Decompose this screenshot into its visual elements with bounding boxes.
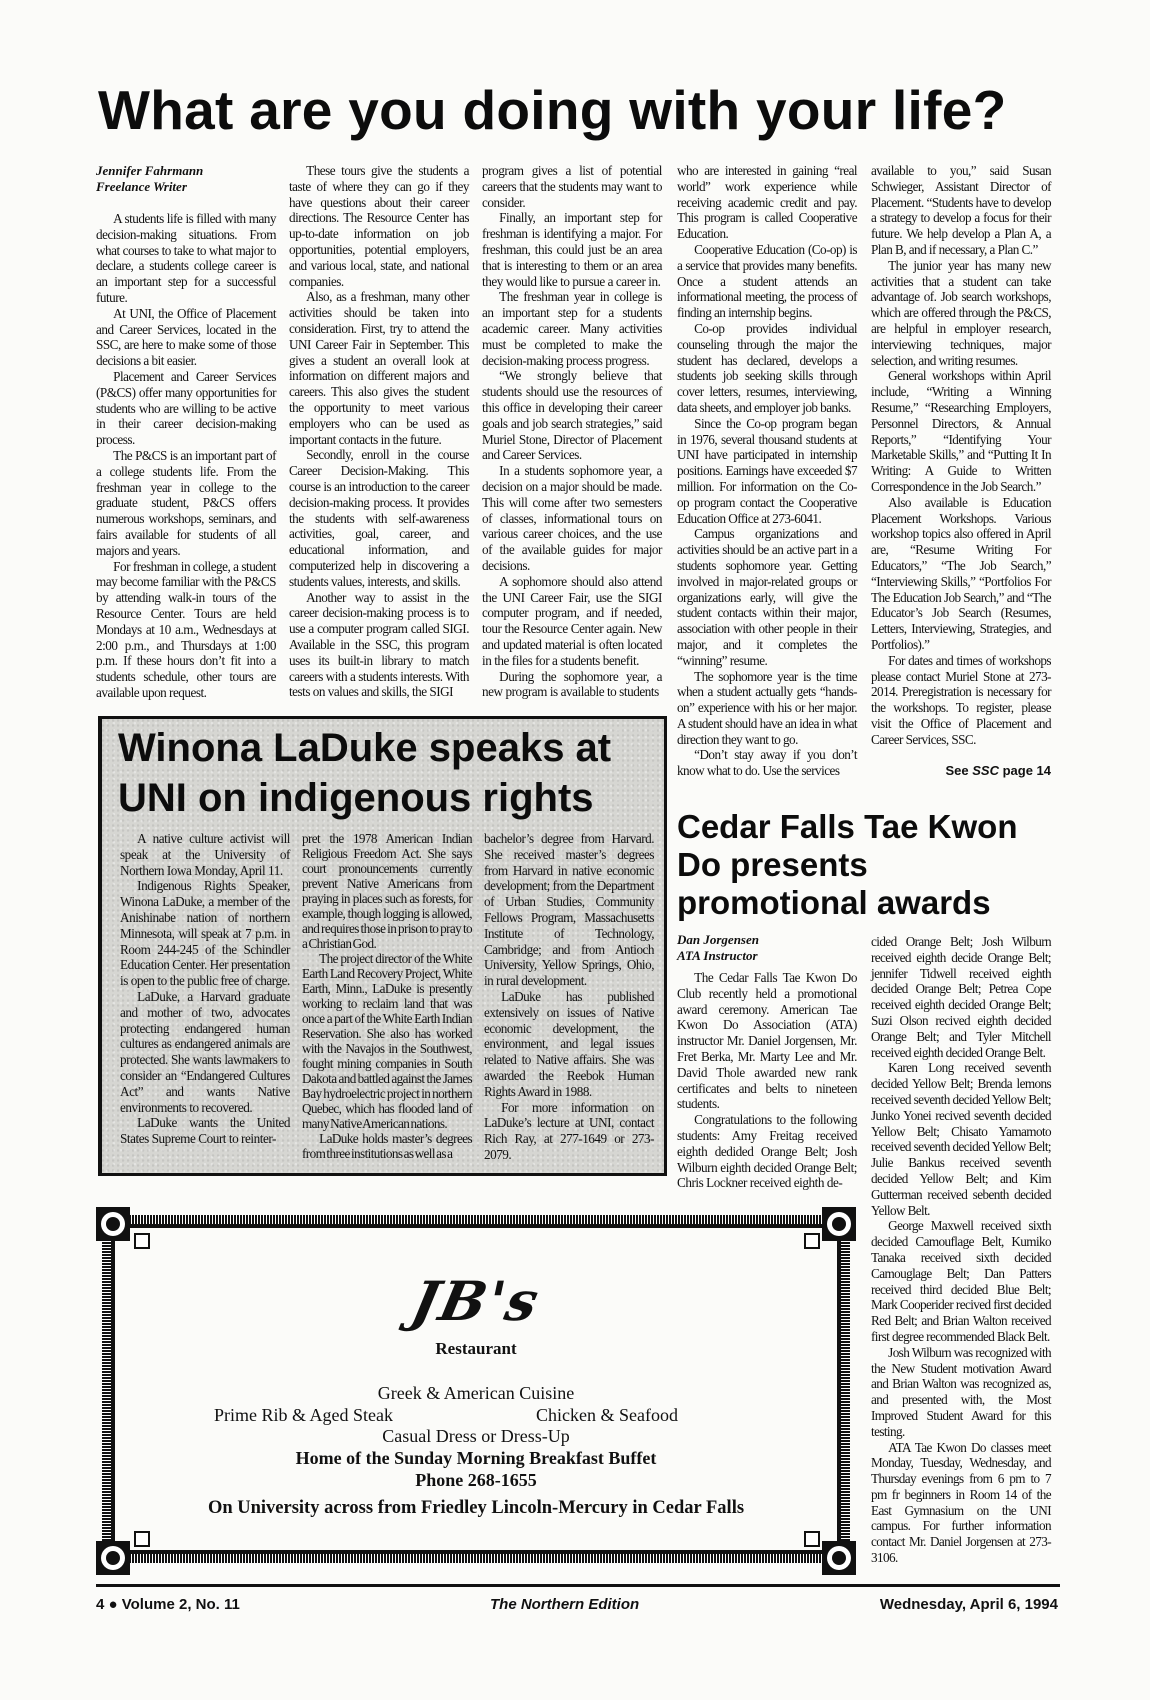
- paragraph: In a students sophomore year, a decision on a major should be made. This will come after two semesters of classes, informational tours on various career choices, and the use of the available guides for major decisions.: [482, 463, 662, 573]
- bullet-icon: ●: [108, 1596, 118, 1613]
- column-body: [871, 934, 1051, 1566]
- paragraph: For freshman in college, a student may become familiar with the P&CS by attending walk-in tours of the Resource Center. Tours are held Mondays at 10 a.m., Wednesdays at 2:00 p.m., and Thursdays at 1:00 p.m. If these hours don’t fit into a students schedule, other tours are available upon request.: [96, 558, 276, 700]
- main-article-column-4: [677, 163, 857, 779]
- byline: [677, 932, 857, 964]
- paragraph: Indigenous Rights Speaker, Winona LaDuke, a member of the Anishinabe nation of northern Minnesota, will speak at 7 p.m. in Room 244-245 of the Schindler Education Center. Her presentation is open to the public free of charge.: [120, 878, 290, 989]
- paragraph: The project director of the White Earth Land Recovery Project, White Earth, Minn., LaDuke is presently working to reclaim land that was once a part of the White Earth Indian Reservation. She also has worked with the Navajos in the Southwest, fought mining companies in South Dakota and battled against the James Bay hydroelectric project in northern Quebec, which has flooded land of many Native American nations.: [302, 951, 472, 1131]
- paragraph: “We strongly believe that students should use the resources of this office in developing their career goals and job search strategies,” said Muriel Stone, Director of Placement and Career Services.: [482, 368, 662, 463]
- paragraph: For dates and times of workshops please contact Muriel Stone at 273-2014. Preregistration is necessary for the workshops. To register, please visit the Office of Placement and Career Services, SSC.: [871, 652, 1051, 747]
- tkd-headline-line-2: Do presents: [677, 846, 868, 883]
- paragraph: The freshman year in college is an important step for a students academic career. Many activities must be completed to make the decision-making process progress.: [482, 289, 662, 368]
- byline-title: ATA Instructor: [677, 948, 758, 963]
- laduke-article-box: [98, 716, 667, 1176]
- paragraph: Co-op provides individual counseling through the major the student has declared, develops a students job seeking skills through cover letters, resumes, interviewing, data sheets, and employer job banks.: [677, 320, 857, 415]
- paragraph: Also available is Education Placement Workshops. Various workshop topics also offered in April are, “Resume Writing For Educators,” “The Job Search,” “Interviewing Skills,” “Portfolios For The Education Job Search,” and “The Educator’s Job Search (Resumes, Letters, Interviewing, Strategies, and Portfolios).”: [871, 494, 1051, 652]
- column-body: [289, 163, 469, 700]
- laduke-headline-line-2: UNI on indigenous rights: [118, 776, 594, 820]
- column-body: [302, 831, 472, 1161]
- laduke-column-2: [302, 831, 472, 1161]
- paragraph: Karen Long received seventh decided Yellow Belt; Brenda lemons received seventh decided Yellow Belt; Junko Yonei recived seventh decided Yellow Belt; Chisato Yamamoto received seventh decided Yellow Belt; Julie Bankus received seventh decided Yellow Belt; and Kim Gutterman received sebenth decided Yellow Belt.: [871, 1060, 1051, 1218]
- ad-border-top: [126, 1215, 826, 1224]
- paragraph-continued: program gives a list of potential careers that the students may want to consider.: [482, 163, 662, 210]
- ad-location: On University across from Friedley Lincoln-Mercury in Cedar Falls: [207, 1498, 745, 1518]
- ad-corner-ornament: [96, 1541, 130, 1575]
- ad-border-bottom: [126, 1554, 826, 1563]
- paragraph: During the sophomore year, a new program is available to students: [482, 668, 662, 700]
- paragraph: Another way to assist in the career decision-making process is to use a computer program called SIGI. Available in the SSC, this program uses its built-in library to match careers with a students interests. With tests on values and skills, the SIGI: [289, 589, 469, 700]
- volume-number: Volume 2, No. 11: [121, 1596, 240, 1613]
- footer-rule: [96, 1584, 1060, 1587]
- paragraph: George Maxwell received sixth decided Camouflage Belt, Kumiko Tanaka received sixth decided Camouglage Belt; Dan Patters received third decided Blue Belt; Mark Cooperider recived first decided Red Belt; and Brian Walton received first degree recommended Black Belt.: [871, 1218, 1051, 1344]
- byline-name: Dan Jorgensen: [677, 932, 759, 947]
- paragraph: A native culture activist will speak at the University of Northern Iowa Monday, April 11.: [120, 831, 290, 878]
- column-body: [96, 211, 276, 701]
- paragraph-continued: cided Orange Belt; Josh Wilburn received eighth decide Orange Belt; jennifer Tidwell received eighth decided Orange Belt; Petrea Cope received eighth decided Orange Belt; Suzi Olson recived eighth decided Orange Belt; and Tyler Mitchell received eighth decided Orange Belt.: [871, 934, 1051, 1060]
- tkd-headline: [677, 808, 1017, 922]
- paragraph: Finally, an important step for freshman is identifying a major. For freshman, this could just be an area that is interesting to them or an area they would like to pursue a career in.: [482, 210, 662, 289]
- paragraph: Also, as a freshman, many other activities should be taken into consideration. First, try to attend the UNI Career Fair in September. This gives a student an overall look at information on different majors and careers. This also gives the student the opportunity to meet various employers who can be used as important contacts in the future.: [289, 289, 469, 447]
- paragraph: A students life is filled with many decision-making situations. From what courses to take to what major to declare, a students college career is an important step for a successful future.: [96, 211, 276, 305]
- paragraph: ATA Tae Kwon Do classes meet Monday, Tuesday, Wednesday, and Thursday evenings from 6 pm to 7 pm fr beginners in Room 14 of the East Gymnasium on the UNI campus. For further information contact Mr. Daniel Jorgensen at 273-3106.: [871, 1439, 1051, 1566]
- jbs-restaurant-ad: [96, 1207, 856, 1575]
- main-article-column-2: [289, 163, 469, 700]
- paragraph-continued: who are interested in gaining “real world” work experience while receiving academic credit and pay. This program is called Cooperative Education.: [677, 163, 857, 242]
- column-body: [482, 163, 662, 700]
- paragraph: Campus organizations and activities should be an active part in a students sophomore year. Getting involved in major-related groups or organizations early, will give the student contacts within their major, association with other people in their major, and it completes the “winning” resume.: [677, 526, 857, 668]
- paragraph: LaDuke wants the United States Supreme Court to reinter-: [120, 1115, 290, 1147]
- paragraph: LaDuke has published extensively on issues of Native economic development, the environment, and legal issues related to Native affairs. She was awarded the Reebok Human Rights Award in 1988.: [484, 988, 654, 1099]
- main-article-column-3: [482, 163, 662, 700]
- ad-border-top-rule: [126, 1224, 826, 1228]
- laduke-column-3: [484, 831, 654, 1163]
- footer-volume: [96, 1596, 240, 1613]
- paragraph: The junior year has many new activities that a student can take advantage of. Job search workshops, which are offered through the P&CS, are helpful in employer research, interviewing techniques, major selection, and writing resumes.: [871, 257, 1051, 368]
- column-body: [677, 163, 857, 779]
- tkd-column-2: [871, 934, 1051, 1566]
- laduke-headline: [118, 723, 611, 823]
- laduke-column-1: [120, 831, 290, 1147]
- ad-menu-line: [96, 1405, 856, 1426]
- ad-cuisine: Greek & American Cuisine: [377, 1383, 575, 1403]
- ad-dress-code: Casual Dress or Dress-Up: [382, 1426, 570, 1446]
- paragraph: Secondly, enroll in the course Career Decision-Making. This course is an introduction to the career decision-making process. It provides the students with self-awareness activities, goal, career, and educational information, and computerized help in discovering a students values, interests, and skills.: [289, 447, 469, 589]
- tkd-headline-line-3: promotional awards: [677, 884, 991, 921]
- column-body: [677, 970, 857, 1191]
- ad-corner-ornament: [96, 1207, 130, 1241]
- jbs-logo: JB's: [406, 1269, 546, 1333]
- continued-on-link[interactable]: [871, 763, 1051, 779]
- paragraph: The sophomore year is the time when a student actually gets “hands-on” experience with his or her major. A student should have an idea in what direction they want to go.: [677, 668, 857, 747]
- ad-subtitle: Restaurant: [435, 1339, 517, 1358]
- paragraph: These tours give the students a taste of where they can go if they have questions about their career directions. The Resource Center has up-to-date information on job opportunities, potential employers, and various local, state, and national companies.: [289, 163, 469, 289]
- jump-suffix: page 14: [998, 763, 1051, 779]
- main-article-column-1: [96, 163, 276, 701]
- paragraph: For more information on LaDuke’s lecture at UNI, contact Rich Ray, at 277-1649 or 273-2079.: [484, 1099, 654, 1162]
- ad-menu-chicken: Chicken & Seafood: [536, 1405, 678, 1425]
- tkd-headline-line-1: Cedar Falls Tae Kwon: [677, 808, 1018, 845]
- publication-name: The Northern Edition: [490, 1596, 640, 1613]
- paragraph: Josh Wilburn was recognized with the New Student motivation Award and Brian Walton was recognized as, and presented with, the Most Improved Student Award for this testing.: [871, 1344, 1051, 1439]
- main-article-column-5: [871, 163, 1051, 779]
- paragraph: Cooperative Education (Co-op) is a service that provides many benefits. Once a student attends an informational meeting, the process of finding an internship begins.: [677, 241, 857, 321]
- ad-buffet: Home of the Sunday Morning Breakfast Buffet: [295, 1448, 657, 1468]
- ad-border-bottom-rule: [126, 1550, 826, 1554]
- column-body: [484, 831, 654, 1163]
- paragraph: LaDuke, a Harvard graduate and mother of two, advocates protecting endangered human cultures as endangered animals are protected. She wants lawmakers to consider an “Endangered Cultures Act” and wants Native environments to recovered.: [120, 988, 290, 1115]
- byline: [96, 163, 276, 195]
- paragraph: LaDuke holds master’s degrees from three institutions as well as a: [302, 1131, 472, 1161]
- paragraph-continued: pret the 1978 American Indian Religious Freedom Act. She says court pronouncements currently prevent Native Americans from praying in places such as forests, for example, though logging is allowed, and requires those in prison to pray to a Christian God.: [302, 831, 472, 951]
- issue-date: Wednesday, April 6, 1994: [879, 1596, 1058, 1613]
- jump-prefix: See: [945, 763, 973, 779]
- jump-section: SSC: [972, 763, 999, 779]
- ad-phone: Phone 268-1655: [415, 1470, 537, 1490]
- paragraph: Placement and Career Services (P&CS) offer many opportunities for students who are willing to be active in their career decision-making process.: [96, 368, 276, 448]
- byline-title: Freelance Writer: [96, 179, 187, 194]
- paragraph: General workshops within April include, “Writing a Winning Resume,” “Researching Employers, Personnel Directors, & Annual Reports,” “Identifying Your Marketable Skills,” and “Putting It In Writing: A Guide to Written Correspondence in the Job Search.”: [871, 368, 1051, 494]
- column-body: [871, 163, 1051, 747]
- byline-name: Jennifer Fahrmann: [96, 163, 204, 178]
- page-number: 4: [96, 1596, 105, 1613]
- ad-corner-ornament: [822, 1541, 856, 1575]
- paragraph-continued: bachelor’s degree from Harvard. She received master’s degrees from Harvard in native economic development; from the Department of Urban Studies, Community Fellows Program, Massachusetts Institute of Technology, Cambridge; and from Antioch University, Yellow Springs, Ohio, in rural development.: [484, 831, 654, 989]
- laduke-headline-line-1: Winona LaDuke speaks at: [118, 726, 612, 770]
- ad-menu-steak: Prime Rib & Aged Steak: [214, 1405, 393, 1425]
- paragraph: Since the Co-op program began in 1976, several thousand students at UNI have participated in internship positions. Earnings have exceeded $7 million. For information on the Co-op program contact the Cooperative Education Office at 273-6041.: [677, 415, 857, 526]
- ad-corner-ornament: [822, 1207, 856, 1241]
- paragraph: Congratulations to the following students: Amy Freitag received eighth dedided Orange Belt; Josh Wilburn eighth decided Orange Belt; Chris Lockner received eighth de-: [677, 1112, 857, 1191]
- paragraph: The Cedar Falls Tae Kwon Do Club recently held a promotional award ceremony. American Tae Kwon Do Association (ATA) instructor Mr. Daniel Jorgensen, Mr. Fret Berka, Mr. Marty Lee and Mr. David Thole awarded new rank certificates and belts to nineteen students.: [677, 970, 857, 1112]
- paragraph: The P&CS is an important part of a college students life. From the freshman year in college to the graduate student, P&CS offers numerous workshops, seminars, and fairs available for students of all majors and years.: [96, 447, 276, 558]
- main-headline: What are you doing with your life?: [98, 79, 1007, 141]
- column-body: [120, 831, 290, 1147]
- paragraph-continued: available to you,” said Susan Schwieger, Assistant Director of Placement. “Students have to develop a strategy to develop a focus for their future. We help develop a Plan A, a Plan B, and if necessary, a Plan C.”: [871, 163, 1051, 257]
- paragraph: At UNI, the Office of Placement and Career Services, located in the SSC, are here to make some of those decisions a bit easier.: [96, 305, 276, 369]
- paragraph: “Don’t stay away if you don’t know what to do. Use the services: [677, 747, 857, 779]
- paragraph: A sophomore should also attend the UNI Career Fair, use the SIGI computer program, and if needed, tour the Resource Center again. New and updated material is often located in the files for a students benefit.: [482, 573, 662, 668]
- tkd-column-1: [677, 932, 857, 1191]
